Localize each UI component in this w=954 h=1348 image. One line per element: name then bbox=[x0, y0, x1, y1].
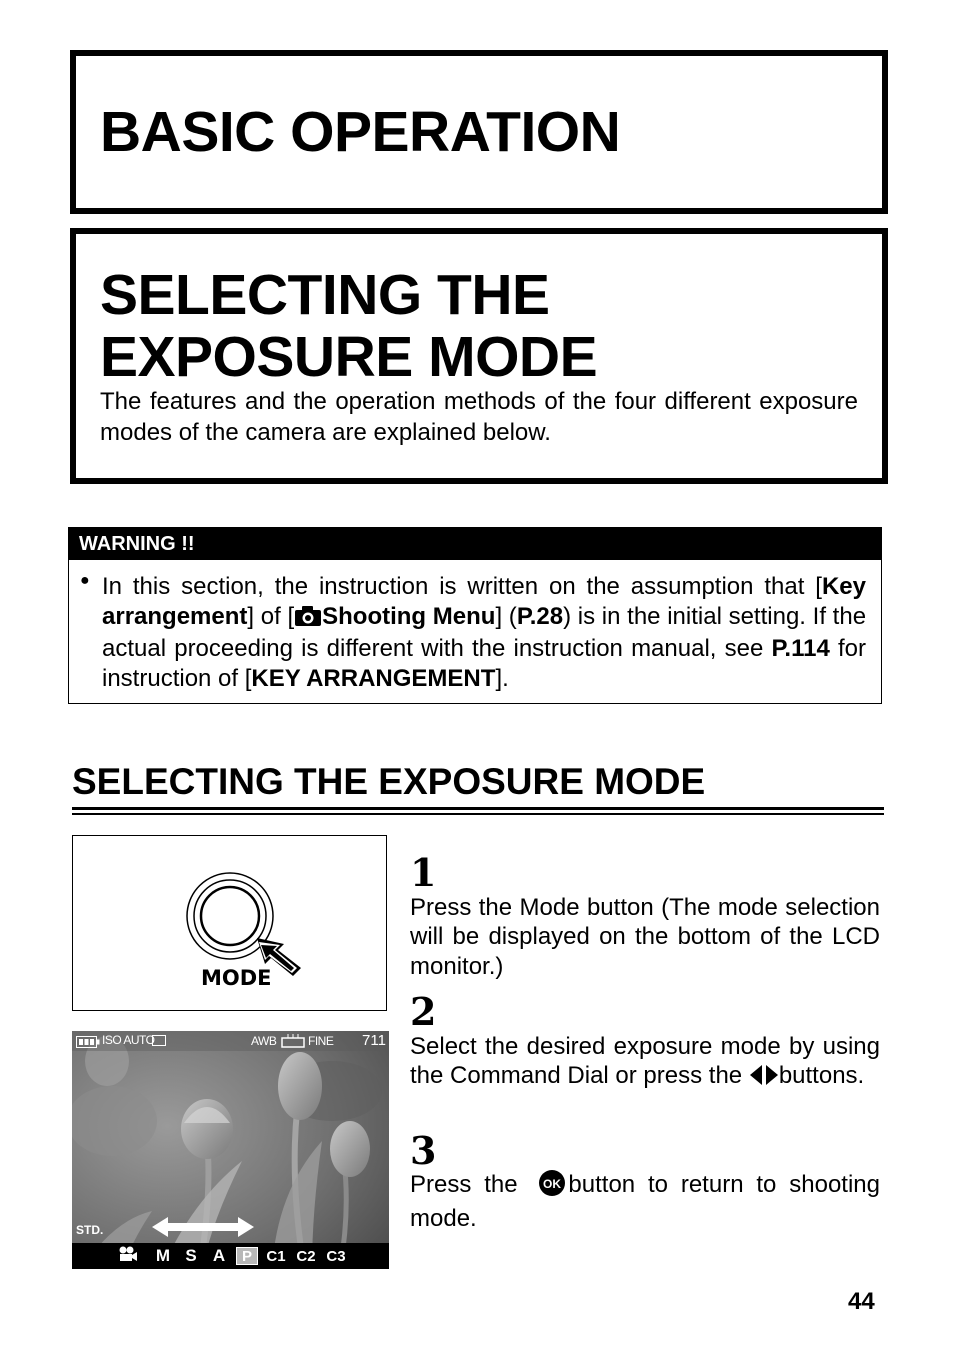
ok-button-icon bbox=[538, 1169, 566, 1204]
step-text-part: Press the bbox=[410, 1171, 531, 1198]
page-ref-114: P.114 bbox=[771, 635, 830, 662]
bullet-icon: ● bbox=[80, 572, 90, 589]
warning-box bbox=[68, 527, 882, 704]
warning-text-part: ] of [ bbox=[247, 602, 295, 630]
step-text-part: buttons. bbox=[778, 1062, 865, 1090]
step-number-1: 1 bbox=[410, 850, 437, 895]
ok-label: OK bbox=[543, 1177, 562, 1191]
step-number-2: 2 bbox=[410, 989, 437, 1034]
mode-selector-bar bbox=[149, 1245, 351, 1267]
intro-text: The features and the operation methods of the four different exposure modes of the camera are explained below. bbox=[100, 388, 858, 446]
step-text-1: Press the Mode button (The mode selection will be displayed on the bottom of the LCD monitor.) bbox=[410, 894, 880, 980]
image-size-icon bbox=[281, 1034, 305, 1053]
heading-rule bbox=[72, 807, 884, 810]
section-title-box bbox=[70, 50, 888, 214]
page-title: SELECTING THE EXPOSURE MODE bbox=[100, 263, 598, 389]
mode-button-illustration bbox=[72, 835, 387, 1011]
mode-button-label: MODE bbox=[201, 966, 272, 990]
warning-text-part: for instruction of [ bbox=[102, 635, 866, 692]
warning-text-part: ]. bbox=[495, 664, 509, 692]
tulip-photo-icon bbox=[72, 1031, 389, 1269]
warning-text-part: ] ( bbox=[495, 602, 517, 630]
mode-c1: C1 bbox=[266, 1247, 286, 1265]
awb-indicator: AWB bbox=[251, 1034, 277, 1048]
page-ref-28: P.28 bbox=[516, 602, 564, 630]
quality-indicator: FINE bbox=[308, 1034, 334, 1048]
page-number: 44 bbox=[848, 1288, 875, 1315]
step-text-2 bbox=[410, 1032, 880, 1094]
section-title: BASIC OPERATION bbox=[100, 100, 621, 164]
key-arrangement-label: Key arrangement bbox=[102, 573, 866, 630]
warning-text-part: ) is in the initial setting. If the actual proceeding is different with the instruction manual, see bbox=[102, 602, 867, 662]
heading-rule bbox=[72, 813, 884, 815]
camera-icon bbox=[294, 605, 322, 635]
shots-remaining: 711 bbox=[362, 1032, 386, 1049]
iso-indicator: ISO AUTO bbox=[102, 1033, 155, 1047]
warning-text bbox=[102, 572, 866, 693]
picture-style-indicator: STD. bbox=[76, 1223, 104, 1237]
key-arrangement-caps-label: KEY ARRANGEMENT bbox=[251, 664, 496, 692]
movie-icon bbox=[118, 1246, 138, 1267]
shooting-menu-label: Shooting Menu bbox=[322, 602, 496, 630]
drive-mode-icon bbox=[152, 1035, 166, 1046]
lcd-preview bbox=[72, 1031, 389, 1269]
warning-text-part: In this section, the instruction is written on the assumption that [ bbox=[102, 573, 822, 600]
mode-a: A bbox=[212, 1246, 226, 1265]
mode-c3: C3 bbox=[326, 1247, 346, 1265]
battery-icon bbox=[76, 1035, 100, 1053]
left-right-arrow-icon bbox=[749, 1064, 779, 1093]
step-text-part: button to return to shooting mode. bbox=[410, 1171, 880, 1233]
page-title-box bbox=[70, 228, 888, 484]
mode-c2: C2 bbox=[296, 1247, 316, 1265]
mode-m: M bbox=[155, 1246, 171, 1265]
mode-s: S bbox=[185, 1246, 197, 1265]
step-text-part: Select the desired exposure mode by using the Command Dial or press the bbox=[410, 1033, 880, 1090]
step-text-3 bbox=[410, 1169, 880, 1234]
step-number-3: 3 bbox=[410, 1128, 437, 1173]
subsection-title: SELECTING THE EXPOSURE MODE bbox=[72, 761, 706, 802]
mode-p-selected: P bbox=[236, 1247, 258, 1265]
warning-heading: WARNING !! bbox=[69, 528, 881, 560]
